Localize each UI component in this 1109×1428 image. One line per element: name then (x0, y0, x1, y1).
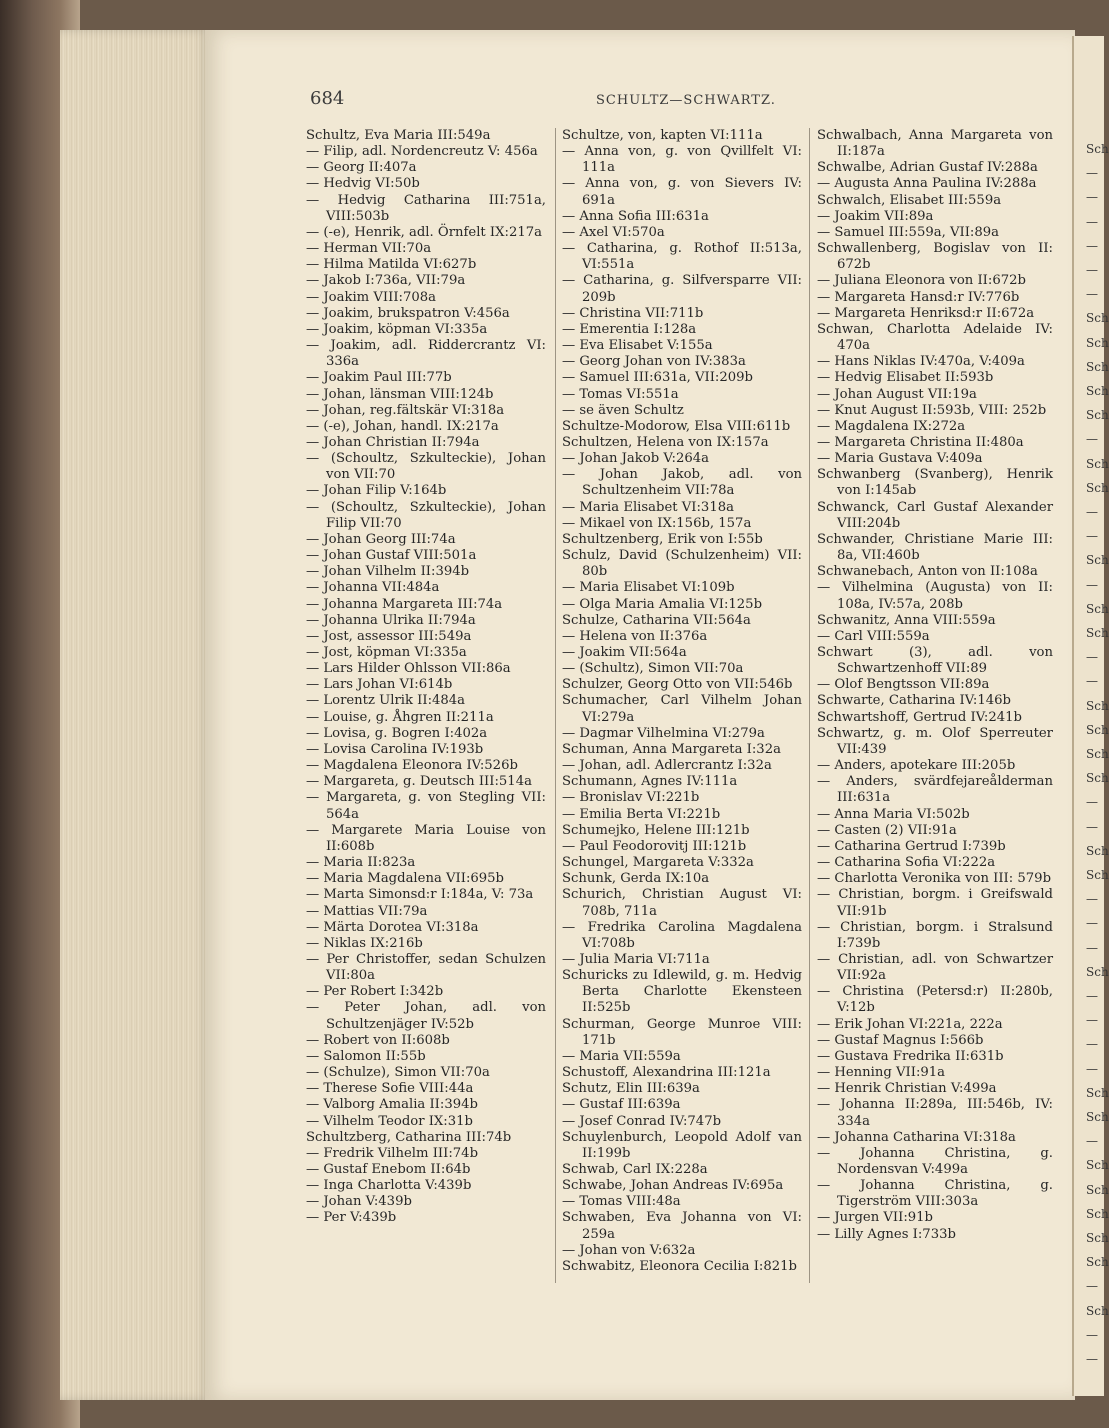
index-entry: — Hilma Matilda VI:627b (306, 257, 477, 273)
index-entry: — Joakim Paul III:77b (306, 370, 452, 386)
index-entry: — Joakim VII:564a (562, 645, 687, 660)
index-entry: — Margareta Christina II:480a (817, 434, 1024, 450)
index-entry: — Casten (2) VII:91a (817, 822, 957, 838)
index-entry: — Catharina Gertrud I:739b (817, 838, 1006, 854)
index-entry: Schwarte, Catharina IV:146b (817, 693, 1011, 709)
index-entry: — Gustaf III:639a (562, 1097, 681, 1113)
index-entry: — Margareta Hansd:r IV:776b (817, 289, 1020, 305)
facing-page-fragment: Sch (1086, 384, 1109, 398)
index-entry: — Vilhelmina (Augusta) von II: 108a, IV:57a, 208b (817, 580, 1053, 612)
index-entry: — Anna Maria VI:502b (817, 806, 970, 822)
facing-page-fragment: Sch (1086, 359, 1109, 374)
index-entry: — Josef Conrad IV:747b (562, 1113, 722, 1129)
index-entry: — (Schoultz, Szkulteckie), Johan Filip VII:70 (306, 499, 546, 531)
facing-page-fragment: Sch (1086, 964, 1109, 979)
index-entry: — Robert von II:608b (306, 1032, 450, 1048)
page-edges (60, 30, 210, 1400)
index-entry: — Paul Feodorovitj III:121b (562, 838, 747, 854)
index-entry: — Jost, köpman VI:335a (306, 645, 467, 660)
index-entry: — Joakim VII:89a (817, 208, 934, 224)
index-entry: Schwabe, Johan Andreas IV:695a (562, 1178, 784, 1194)
index-entry: — Knut August II:593b, VIII: 252b (817, 402, 1047, 418)
index-entry: Schwartshoff, Gertrud IV:241b (817, 709, 1022, 725)
index-entry: — Johanna Catharina VI:318a (817, 1129, 1016, 1145)
index-entry: Schunk, Gerda IX:10a (562, 871, 710, 887)
index-entry: — Bronislav VI:221b (562, 790, 700, 806)
index-column-1 (306, 128, 546, 1288)
index-entry: — Lars Hilder Ohlsson VII:86a (306, 661, 511, 677)
index-entry: Schulz, David (Schulzenheim) VII: 80b (562, 548, 802, 580)
index-entry: — Georg II:407a (306, 160, 417, 176)
index-entry: — Hans Niklas IV:470a, V:409a (817, 354, 1025, 370)
index-entry: — Julia Maria VI:711a (562, 951, 710, 967)
index-entry: — Dagmar Vilhelmina VI:279a (562, 725, 765, 741)
index-entry: Schwalbach, Anna Margareta von II:187a (817, 128, 1053, 160)
index-entry: — Maria Elisabet VI:318a (562, 499, 734, 515)
facing-page-fragment: — (1086, 214, 1098, 229)
facing-page-fragment: — (1086, 940, 1098, 955)
index-entry: — Lovisa Carolina IV:193b (306, 741, 484, 757)
index-entry: Schwander, Christiane Marie III: 8a, VII:460b (817, 531, 1053, 564)
facing-page-fragment: — (1086, 916, 1098, 931)
index-entry: — Olga Maria Amalia VI:125b (562, 596, 763, 612)
index-entry: — Maria Magdalena VII:695b (306, 871, 504, 887)
index-entry: — Johan von V:632a (562, 1242, 696, 1258)
index-entry: — Johanna Ulrika II:794a (306, 612, 476, 628)
index-entry: Schumacher, Carl Vilhelm Johan VI:279a (562, 693, 802, 725)
facing-page-fragment: — (1086, 238, 1098, 253)
index-entry: Schwanitz, Anna VIII:559a (817, 612, 996, 628)
index-entry: — Carl VIII:559a (817, 628, 930, 644)
index-entry: — Per V:439b (306, 1210, 397, 1226)
index-entry: — Johan Christian II:794a (306, 434, 480, 450)
facing-page-fragment: — (1086, 577, 1098, 592)
index-entry: — Per Robert I:342b (306, 984, 444, 1000)
facing-page-fragment: — (1086, 287, 1098, 302)
facing-page-fragment: Sch (1086, 626, 1109, 640)
facing-page-fragment: — (1086, 989, 1098, 1003)
index-entry: — Mikael von IX:156b, 157a (562, 515, 752, 531)
index-entry: — Emerentia I:128a (562, 321, 697, 337)
index-entry: — Johan, länsman VIII:124b (306, 386, 494, 402)
facing-page-fragment: Sch (1086, 771, 1109, 786)
index-entry: — Niklas IX:216b (306, 935, 423, 951)
facing-page-fragment: — (1086, 819, 1098, 834)
index-entry: — Joakim VIII:708a (306, 289, 437, 305)
index-entry: Schwalch, Elisabet III:559a (817, 192, 1002, 208)
index-entry: Schustoff, Alexandrina III:121a (562, 1065, 771, 1081)
index-entry: — (Schulze), Simon VII:70a (306, 1065, 490, 1081)
facing-page-fragment: Sch (1086, 1206, 1109, 1221)
index-entry: — Maria Elisabet VI:109b (562, 580, 735, 596)
index-entry: — Märta Dorotea VI:318a (306, 919, 479, 935)
index-entry: — Maria VII:559a (562, 1048, 681, 1064)
facing-page-fragment: — (1086, 1327, 1098, 1342)
index-entry: — (-e), Johan, handl. IX:217a (306, 418, 499, 434)
facing-page-fragment: — (1086, 1013, 1098, 1028)
index-entry: — Johan, adl. Adlercrantz I:32a (562, 758, 772, 774)
facing-page-fragment: Sch (1086, 1231, 1109, 1245)
index-entry: Schuylenburch, Leopold Adolf van II:199b (562, 1129, 802, 1161)
next-page-edge (1072, 36, 1109, 1396)
index-entry: — Maria Gustava V:409a (817, 451, 983, 467)
index-entry: Schumejko, Helene III:121b (562, 822, 750, 838)
index-entry: — Juliana Eleonora von II:672b (817, 273, 1026, 289)
index-entry: — Johan V:439b (306, 1194, 412, 1210)
index-entry: — Johan Jakob V:264a (562, 451, 710, 467)
index-entry: — Jost, assessor III:549a (306, 628, 472, 644)
index-entry: — Catharina Sofia VI:222a (817, 855, 996, 871)
index-entry: — Christian, borgm. i Stralsund I:739b (817, 919, 1053, 951)
index-entry: — Hedvig Elisabet II:593b (817, 370, 994, 386)
index-entry: — Hedvig VI:50b (306, 176, 420, 192)
index-column-2 (562, 128, 802, 1288)
index-entry: — Erik Johan VI:221a, 222a (817, 1016, 1003, 1032)
index-entry: — Johan, reg.fältskär VI:318a (306, 402, 505, 418)
index-entry: Schuman, Anna Margareta I:32a (562, 741, 781, 757)
index-entry: Schwan, Charlotta Adelaide IV: 470a (817, 321, 1053, 354)
index-entry: — se även Schultz (562, 402, 684, 418)
index-entry: — Henrik Christian V:499a (817, 1081, 997, 1097)
facing-page-fragment: — (1086, 1061, 1098, 1076)
index-entry: Schwanck, Carl Gustaf Alexander VIII:204b (817, 499, 1053, 531)
index-entry: — Marta Simonsd:r I:184a, V: 73a (306, 887, 534, 903)
index-entry: — Margareta Henriksd:r II:672a (817, 305, 1035, 321)
index-entry: — Catharina, g. Silfversparre VII: 209b (562, 273, 802, 305)
index-entry: — Filip, adl. Nordencreutz V: 456a (306, 144, 538, 160)
index-entry: Schultze-Modorow, Elsa VIII:611b (562, 418, 791, 434)
index-entry: — (-e), Henrik, adl. Örnfelt IX:217a (306, 224, 542, 240)
index-entry: — Lars Johan VI:614b (306, 677, 453, 693)
index-entry: Schwalbe, Adrian Gustaf IV:288a (817, 160, 1038, 176)
index-entry: — Per Christoffer, sedan Schulzen VII:80a (306, 951, 546, 984)
index-entry: Schultzenberg, Erik von I:55b (562, 531, 763, 547)
facing-page-fragment: Sch (1086, 747, 1109, 761)
index-entry: — Maria II:823a (306, 855, 416, 871)
column-rule (555, 128, 556, 1283)
index-entry: Schungel, Margareta V:332a (562, 855, 754, 871)
page-number: 684 (310, 88, 345, 109)
facing-page-fragment: — (1086, 190, 1098, 205)
index-entry: — Salomon II:55b (306, 1048, 426, 1064)
facing-page-fragment: Sch (1086, 335, 1109, 350)
index-entry: — Fredrika Carolina Magdalena VI:708b (562, 919, 802, 951)
facing-page-fragment: Sch (1086, 601, 1109, 616)
index-entry: — Johan Filip V:164b (306, 483, 447, 499)
index-entry: — Johan August VII:19a (817, 386, 977, 402)
index-entry: — Christina VII:711b (562, 305, 704, 321)
index-entry: — Lorentz Ulrik II:484a (306, 693, 466, 709)
facing-page-fragment: — (1086, 1352, 1098, 1366)
facing-page-fragment: Sch (1086, 1110, 1109, 1124)
index-entry: — Magdalena IX:272a (817, 418, 966, 434)
facing-page-fragment: Sch (1086, 1085, 1109, 1100)
facing-page-fragment: — (1086, 529, 1098, 544)
index-entry: — Henning VII:91a (817, 1065, 946, 1081)
facing-page-fragment: Sch (1086, 1158, 1109, 1173)
facing-page-fragment: — (1086, 432, 1098, 447)
index-entry: Schwabitz, Eleonora Cecilia I:821b (562, 1258, 797, 1274)
index-entry: — Margarete Maria Louise von II:608b (306, 822, 546, 854)
facing-page-fragment: — (1086, 505, 1098, 519)
index-entry: Schwaben, Eva Johanna von VI: 259a (562, 1210, 802, 1242)
column-rule (809, 128, 810, 1283)
index-entry: — Margareta, g. von Stegling VII: 564a (306, 790, 546, 822)
index-entry: — Joakim, adl. Riddercrantz VI: 336a (306, 338, 546, 370)
index-entry: — Joakim, brukspatron V:456a (306, 305, 510, 321)
index-entry: — Gustaf Enebom II:64b (306, 1162, 471, 1177)
index-entry: — Christian, borgm. i Greifswald VII:91b (817, 887, 1053, 919)
index-entry: Schwallenberg, Bogislav von II: 672b (817, 241, 1053, 273)
facing-page-fragment: Sch (1086, 311, 1109, 326)
index-entry: — Anna von, g. von Qvillfelt VI: 111a (562, 144, 802, 176)
index-entry: — Tomas VIII:48a (562, 1194, 681, 1210)
index-entry: — Johan Vilhelm II:394b (306, 564, 470, 580)
index-entry: — (Schultz), Simon VII:70a (562, 661, 744, 677)
index-entry: — Johan Gustaf VIII:501a (306, 548, 477, 564)
facing-page-fragment: Sch (1086, 1255, 1109, 1270)
index-entry: — Olof Bengtsson VII:89a (817, 677, 990, 693)
index-entry: Schurich, Christian August VI: 708b, 711a (562, 887, 802, 919)
index-column-3 (817, 128, 1053, 1288)
index-entry: Schwartz, g. m. Olof Sperreuter VII:439 (817, 725, 1053, 757)
index-entry: — Augusta Anna Paulina IV:288a (817, 176, 1037, 192)
index-entry: — Joakim, köpman VI:335a (306, 321, 488, 337)
index-entry: — Magdalena Eleonora IV:526b (306, 758, 518, 774)
facing-page-fragment: — (1086, 166, 1098, 181)
index-entry: Schultzberg, Catharina III:74b (306, 1129, 512, 1145)
facing-page-fragment: — (1086, 674, 1098, 689)
index-entry: — Jakob I:736a, VII:79a (306, 273, 466, 289)
facing-page-fragment: — (1086, 1134, 1098, 1149)
index-entry: — Eva Elisabet V:155a (562, 338, 713, 354)
facing-page-fragment: Sch (1086, 843, 1109, 858)
index-entry: Schultze, von, kapten VI:111a (562, 128, 763, 143)
facing-page-fragment: — (1086, 650, 1098, 665)
index-entry: — Gustaf Magnus I:566b (817, 1032, 984, 1048)
index-entry: — Hedvig Catharina III:751a, VIII:503b (306, 192, 546, 224)
index-entry: — Charlotta Veronika von III: 579b (817, 871, 1052, 887)
index-entry: — Johanna Christina, g. Tigerström VIII:303a (817, 1178, 1053, 1210)
index-entry: — Johan Georg III:74a (306, 531, 456, 547)
index-entry: — Margareta, g. Deutsch III:514a (306, 774, 532, 790)
index-entry: — Samuel III:631a, VII:209b (562, 370, 753, 386)
facing-page-fragment: Sch (1086, 1303, 1109, 1318)
index-entry: — Lovisa, g. Bogren I:402a (306, 725, 488, 741)
index-entry: — Lilly Agnes I:733b (817, 1226, 956, 1242)
index-entry: — Inga Charlotta V:439b (306, 1178, 472, 1194)
index-entry: — Johan Jakob, adl. von Schultzenheim VII:78a (562, 467, 802, 499)
index-entry: — Herman VII:70a (306, 241, 432, 257)
facing-page-fragment: Sch (1086, 553, 1109, 568)
index-entry: — Anders, apotekare III:205b (817, 758, 1016, 774)
facing-page-fragment: — (1086, 1037, 1098, 1052)
index-entry: Schultz, Eva Maria III:549a (306, 128, 491, 143)
index-entry: — Jurgen VII:91b (817, 1210, 934, 1226)
index-entry: — Louise, g. Åhgren II:211a (306, 709, 494, 725)
index-entry: Schuricks zu Idlewild, g. m. Hedvig Berta Charlotte Ekensteen II:525b (562, 968, 802, 1016)
index-entry: — Samuel III:559a, VII:89a (817, 224, 1000, 240)
facing-page-fragment: — (1086, 795, 1098, 810)
index-entry: — Georg Johan von IV:383a (562, 354, 746, 370)
index-entry: — Catharina, g. Rothof II:513a, VI:551a (562, 241, 802, 273)
index-entry: — (Schoultz, Szkulteckie), Johan von VII:70 (306, 451, 546, 483)
facing-page-fragment: — (1086, 263, 1098, 277)
index-entry: Schurman, George Munroe VIII: 171b (562, 1016, 802, 1048)
index-entry: — Peter Johan, adl. von Schultzenjäger IV:52b (306, 1000, 546, 1032)
index-entry: — Anna Sofia III:631a (562, 208, 709, 224)
index-entry: Schwanberg (Svanberg), Henrik von I:145ab (817, 467, 1053, 499)
index-entry: Schulzer, Georg Otto von VII:546b (562, 677, 793, 693)
index-entry: — Christian, adl. von Schwartzer VII:92a (817, 951, 1053, 984)
index-entry: — Johanna Christina, g. Nordensvan V:499a (817, 1145, 1053, 1177)
index-entry: — Vilhelm Teodor IX:31b (306, 1113, 473, 1129)
index-entry: — Fredrik Vilhelm III:74b (306, 1145, 479, 1161)
facing-page-fragment: Sch (1086, 480, 1109, 495)
index-entry: — Emilia Berta VI:221b (562, 806, 721, 822)
index-entry: — Valborg Amalia II:394b (306, 1097, 478, 1113)
index-entry: — Tomas VI:551a (562, 386, 679, 402)
index-entry: Schutz, Elin III:639a (562, 1081, 700, 1097)
index-entry: — Mattias VII:79a (306, 903, 428, 919)
facing-page-fragment: Sch (1086, 722, 1109, 737)
index-entry: — Therese Sofie VIII:44a (306, 1081, 474, 1097)
facing-page-fragment: Sch (1086, 1182, 1109, 1197)
index-entry: — Johanna VII:484a (306, 580, 440, 596)
facing-page-fragment: Sch (1086, 408, 1109, 423)
index-entry: Schultzen, Helena von IX:157a (562, 434, 769, 450)
index-entry: Schulze, Catharina VII:564a (562, 612, 751, 628)
index-entry: Schwanebach, Anton von II:108a (817, 564, 1038, 580)
index-entry: — Anna von, g. von Sievers IV: 691a (562, 176, 802, 208)
index-entry: Schwart (3), adl. von Schwartzenhoff VII:89 (817, 645, 1053, 677)
facing-page-fragment: — (1086, 892, 1098, 907)
index-entry: — Johanna Margareta III:74a (306, 596, 503, 612)
index-entry: — Johanna II:289a, III:546b, IV: 334a (817, 1097, 1053, 1129)
facing-page-fragment: Sch (1086, 868, 1109, 882)
facing-page-fragment: — (1086, 1279, 1098, 1294)
facing-page-fragment: Sch (1086, 698, 1109, 713)
index-entry: — Helena von II:376a (562, 628, 708, 644)
index-entry: — Christina (Petersd:r) II:280b, V:12b (817, 984, 1053, 1016)
index-entry: — Axel VI:570a (562, 224, 665, 240)
index-entry: Schumann, Agnes IV:111a (562, 774, 738, 790)
running-head: SCHULTZ—SCHWARTZ. (596, 93, 776, 108)
index-entry: — Gustava Fredrika II:631b (817, 1048, 1004, 1064)
facing-page-fragment: Sch (1086, 456, 1109, 471)
index-entry: — Anders, svärdfejareålderman III:631a (817, 774, 1053, 806)
index-entry: Schwab, Carl IX:228a (562, 1162, 708, 1177)
facing-page-fragment: Sch (1086, 142, 1109, 156)
